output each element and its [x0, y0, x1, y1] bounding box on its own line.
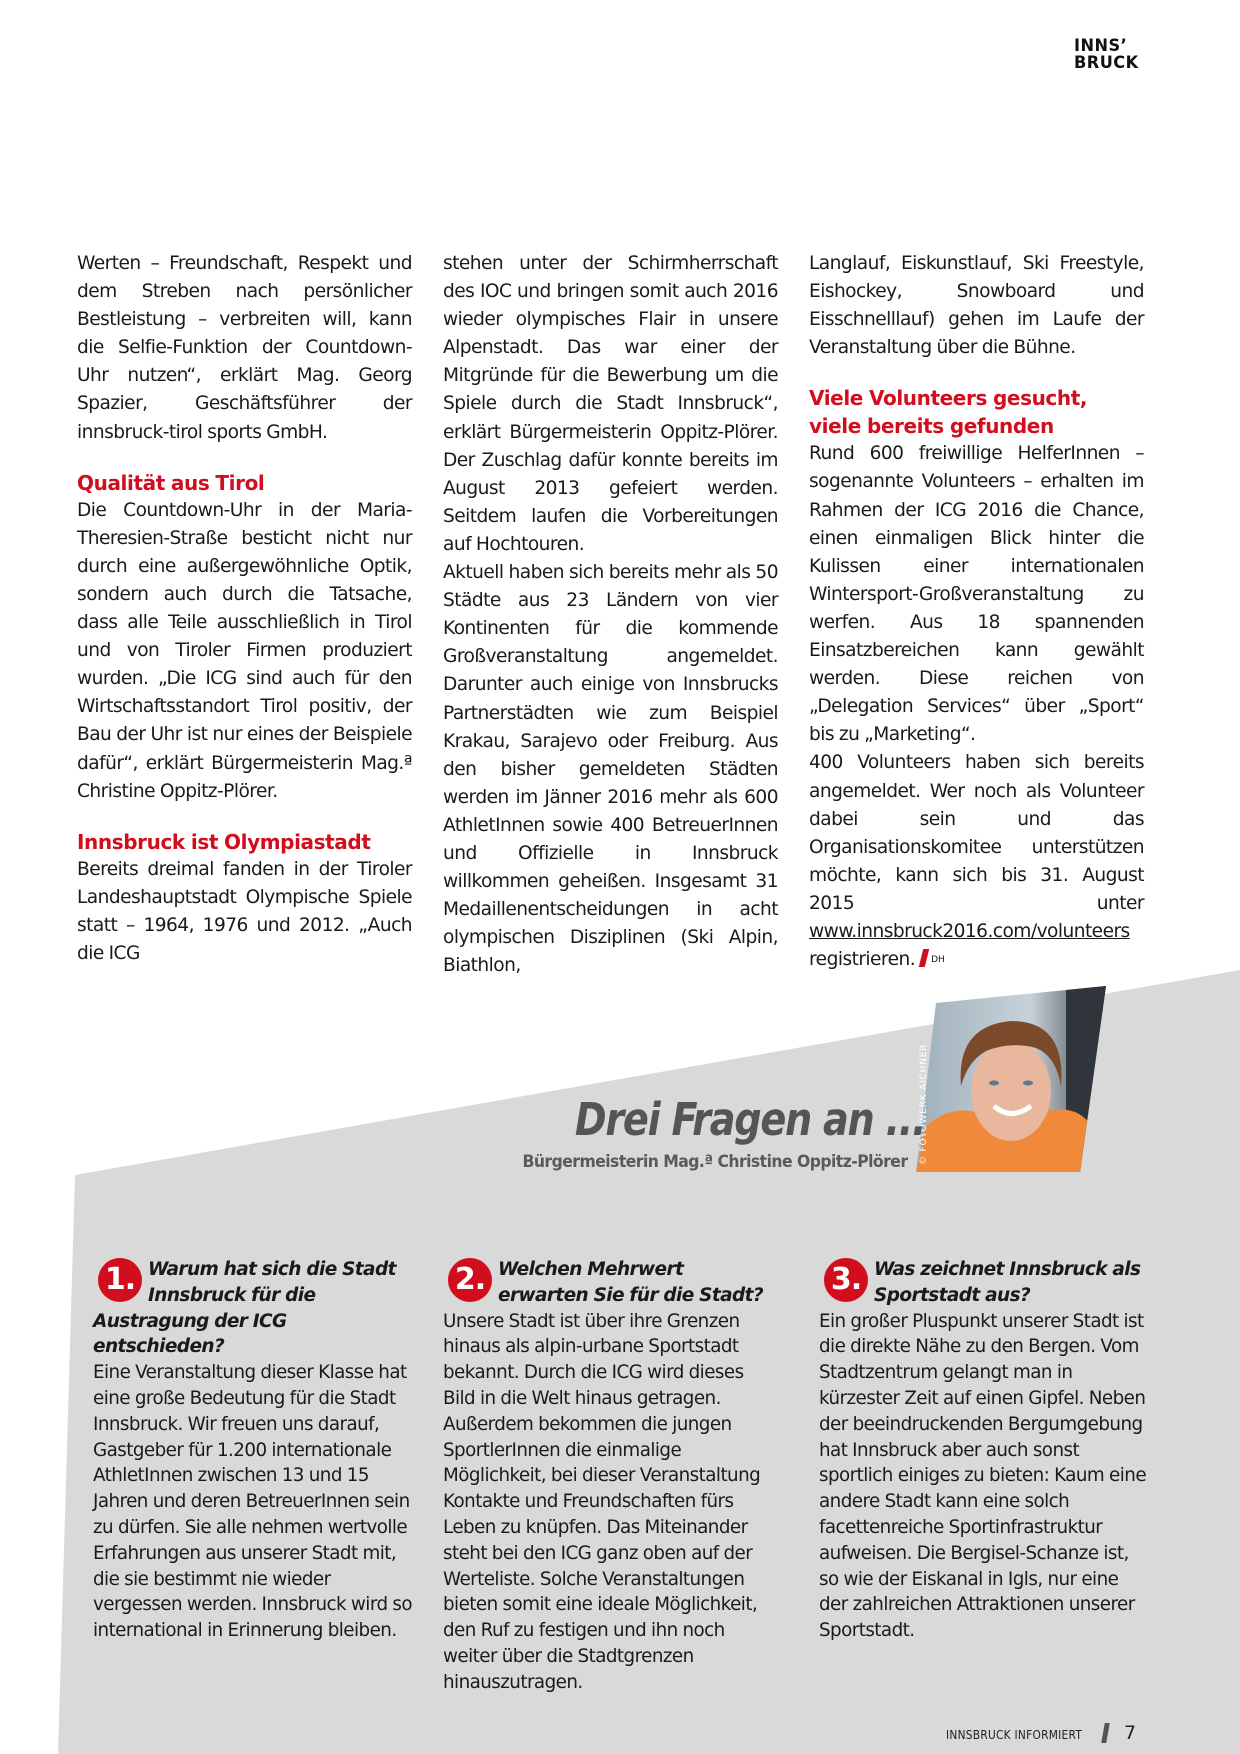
paragraph: Bereits dreimal fanden in der Tiroler Landeshauptstadt Olympische Spiele statt – 1964, 1976 und 2012. „Auch die ICG — [77, 858, 412, 964]
interview-title: Drei Fragen an ... — [574, 1093, 925, 1146]
paragraph: Langlauf, Eiskunstlauf, Ski Freestyle, Eishockey, Snowboard und Eisschnelllauf) gehen im Laufe der Veranstaltung über die Bühne. — [809, 253, 1144, 359]
paragraph: Werten – Freundschaft, Respekt und dem Streben nach persönlicher Bestleistung – verbreiten will, kann die Selfie-Funktion der Countdown-Uhr nutzen“, erklärt Mag. Georg Spazier, Geschäftsführer der innsbruck-tirol sports GmbH. — [77, 253, 412, 443]
question-text: Warum hat sich die Stadt Innsbruck für die Austragung der ICG entschieden? — [93, 1259, 396, 1358]
section-heading-quality: Qualität aus Tirol — [77, 470, 265, 495]
interview-question-1 — [93, 1257, 423, 1644]
answer-text: Eine Veranstaltung dieser Klasse hat eine große Bedeutung für die Stadt Innsbruck. Wir freuen uns darauf, Gastgeber für 1.200 internationale AthletInnen zwischen 13 und 15 Jahren und deren BetreuerInnen sein zu dürfen. Sie alle nehmen wertvolle Erfahrungen aus unserer Stadt mit, die sie bestimmt nie wieder vergessen werden. Innsbruck wird so international in Erinnerung bleiben. — [93, 1362, 413, 1642]
answer-text: Ein großer Pluspunkt unserer Stadt ist die direkte Nähe zu den Bergen. Vom Stadtzentrum gelangt man in kürzester Zeit auf einen Gipfel. Neben der beeindruckenden Bergumgebung hat Innsbruck aber auch sonst sportlich einiges zu bieten: Kaum eine andere Stadt kann eine solch facettenreiche Sportinfrastruktur aufweisen. Die Bergisel-Schanze ist, so wie der Eiskanal in Igls, nur eine der zahlreichen Attraktionen unserer Sportstadt. — [819, 1310, 1147, 1642]
question-number-badge: 1. — [98, 1258, 142, 1302]
question-number-badge: 2. — [448, 1258, 492, 1302]
publication-name: INNSBRUCK INFORMIERT — [946, 1727, 1083, 1742]
paragraph: Rund 600 freiwillige HelferInnen – sogenannte Volunteers – erhalten im Rahmen der ICG 2016 die Chance, einen einmaligen Blick hinter die Kulissen einer internationalen Wintersport-Großveranstaltung zu werfen. Aus 18 spannenden Einsatzbereichen kann gewählt werden. Diese reichen von „Delegation Services“ über „Sport“ bis zu „Marketing“. — [809, 443, 1144, 746]
volunteers-link[interactable]: www.innsbruck2016.com/volunteers — [809, 920, 1130, 942]
section-heading-olympiastadt: Innsbruck ist Olympiastadt — [77, 829, 371, 854]
question-text: Welchen Mehrwert erwarten Sie für die Stadt? — [498, 1259, 764, 1306]
answer-text: Unsere Stadt ist über ihre Grenzen hinaus als alpin-urbane Sportstadt bekannt. Durch die ICG wird dieses Bild in die Welt hinaus getragen. Außerdem bekommen die jungen SportlerInnen die einmalige Möglichkeit, bei dieser Veranstaltung Kontakte und Freundschaften fürs Leben zu knüpfen. Das Miteinander steht bei den ICG ganz oben auf der Werteliste. Solche Veranstaltungen bieten somit eine ideale Möglichkeit, den Ruf zu festigen und ihn noch weiter über die Stadtgrenzen hinauszutragen. — [443, 1310, 761, 1693]
question-text: Was zeichnet Innsbruck als Sportstadt aus? — [874, 1259, 1141, 1306]
author-initials: DH — [931, 955, 945, 966]
logo-line-1: INNS’ — [1074, 36, 1128, 56]
interview-subtitle: Bürgermeisterin Mag.ª Christine Oppitz-Plörer — [521, 1152, 907, 1172]
paragraph: Die Countdown-Uhr in der Maria-Theresien-Straße besticht nicht nur durch eine außergewöhnliche Optik, sondern auch durch die Tatsache, dass alle Teile ausschließlich in Tirol und von Tiroler Firmen produziert wurden. „Die ICG sind auch für den Wirtschaftsstandort Tirol positiv, der Bau der Uhr ist nur eines der Beispiele dafür“, erklärt Bürgermeisterin Mag.ª Christine Oppitz-Plörer. — [77, 499, 412, 802]
interview-question-3 — [819, 1257, 1149, 1644]
paragraph-text: registrieren. — [809, 949, 916, 971]
paragraph-text: 400 Volunteers haben sich bereits angemeldet. Wer noch als Volunteer dabei sein und das Organisationskomitee unterstützen möchte, kann sich bis 31. August 2015 unter — [809, 752, 1144, 914]
heading-line-1: Viele Volunteers gesucht, — [809, 386, 1088, 411]
photo-credit: © FOTOWERK AICHNER — [919, 1043, 929, 1165]
question-number-badge: 3. — [824, 1258, 868, 1302]
page-number: 7 — [1124, 1722, 1137, 1744]
logo-line-2: BRUCK — [1074, 53, 1139, 73]
paragraph: Aktuell haben sich bereits mehr als 50 Städte aus 23 Ländern von vier Kontinenten für die kommende Großveranstaltung angemeldet. Darunter auch einige von Innsbrucks Partnerstädten wie zum Beispiel Krakau, Sarajevo oder Freiburg. Aus den bisher gemeldeten Städten werden im Jänner 2016 mehr als 600 AthletInnen sowie 400 BetreuerInnen und Offizielle in Innsbruck willkommen geheißen. Insgesamt 31 Medaillenentscheidungen in acht olympischen Disziplinen (Ski Alpin, Biathlon, — [443, 562, 778, 977]
portrait-photo — [916, 986, 1106, 1172]
paragraph: stehen unter der Schirmherrschaft des IOC und bringen somit auch 2016 wieder olympisches Flair in unsere Alpenstadt. Das war einer der Mitgründe für die Bewerbung um die Spiele durch die Stadt Innsbruck“, erklärt Bürgermeisterin Oppitz-Plörer. Der Zuschlag dafür konnte bereits im August 2013 gefeiert werden. Seitdem laufen die Vorbereitungen auf Hochtouren. — [443, 253, 778, 555]
heading-line-2: viele bereits gefunden — [809, 414, 1054, 439]
interview-question-2 — [443, 1257, 773, 1696]
